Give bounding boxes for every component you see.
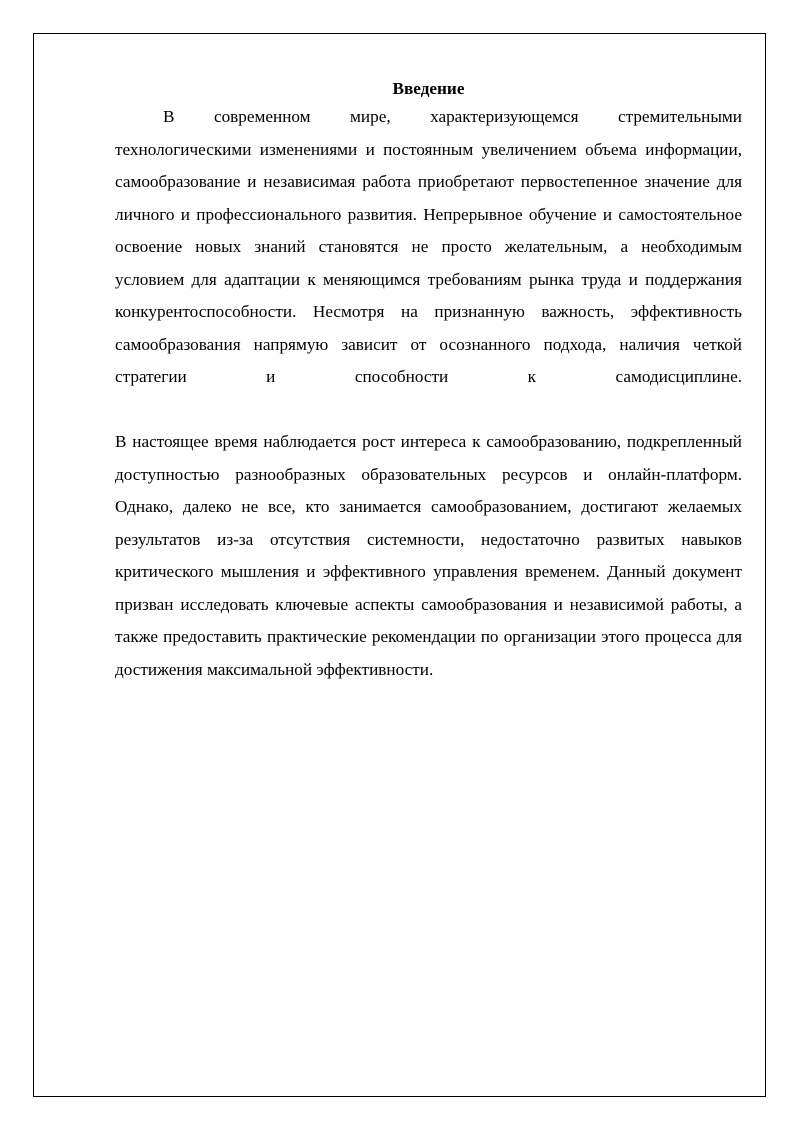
paragraph-context: В настоящее время наблюдается рост интереса к самообразованию, подкрепленный доступностью разнообразных образовательных ресурсов и онлайн-платформ. Однако, далеко не все, кто занимается самообразованием, достигают желаемых результатов из-за отсутствия системности, недостаточно развитых навыков критического мышления и эффективного управления временем. Данный документ призван исследовать ключевые аспекты самообразования и независимой работы, а также предоставить практические рекомендации по организации этого процесса для достижения максимальной эффективности.	[115, 432, 742, 679]
section-heading: Введение	[392, 79, 465, 98]
document-body	[115, 76, 742, 686]
paragraph-intro: В современном мире, характеризующемся стремительными технологическими изменениями и постоянным увеличением объема информации, самообразование и независимая работа приобретают первостепенное значение для личного и профессионального развития. Непрерывное обучение и самостоятельное освоение новых знаний становятся не просто желательным, а необходимым условием для адаптации к меняющимся требованиям рынка труда и поддержания конкурентоспособности. Несмотря на признанную важность, эффективность самообразования напрямую зависит от осознанного подхода, наличия четкой стратегии и способности к самодисциплине.	[115, 107, 742, 386]
paragraph-gap	[115, 394, 742, 427]
